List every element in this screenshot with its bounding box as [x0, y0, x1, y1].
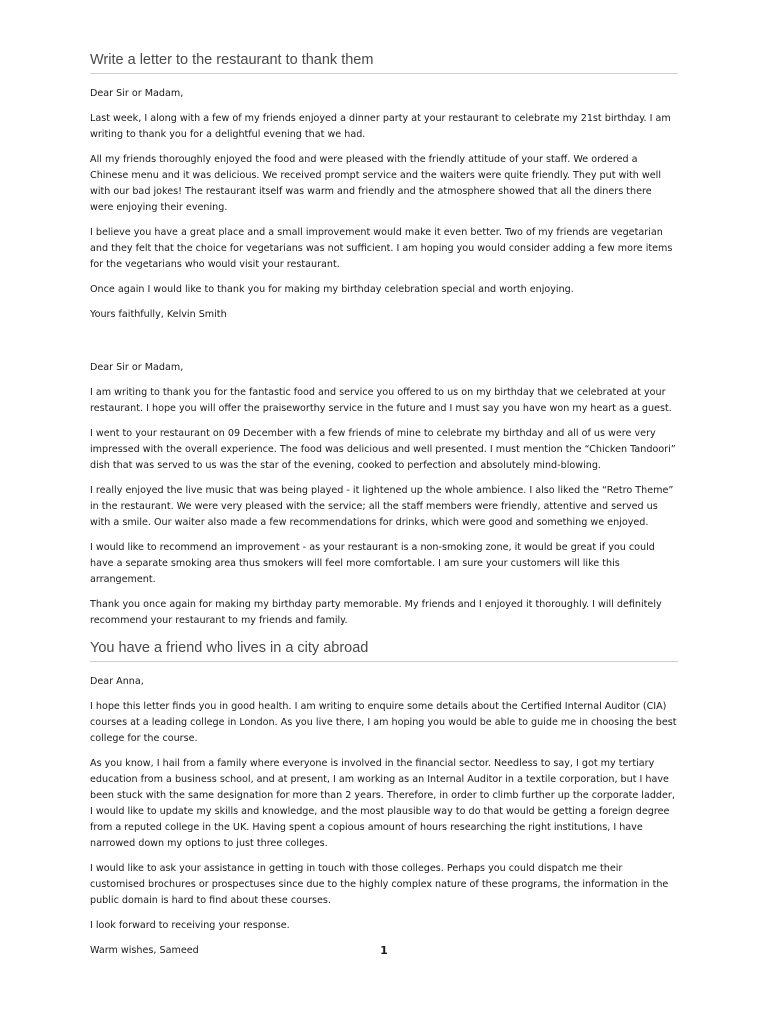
letter-paragraph: I look forward to receiving your response.	[90, 920, 290, 931]
letter-paragraph: I went to your restaurant on 09 December with a few friends of mine to celebrate my birthday and all of us were very impressed with the overall experience. The food was delicious and well presented. I must mention the “Chicken Tandoori” dish that was served to us was the star of the evening, cooked to perfection and absolutely mind-blowing.	[90, 428, 676, 471]
letter-paragraph: I hope this letter finds you in good health. I am writing to enquire some details about the Certified Internal Auditor (CIA) courses at a leading college in London. As you live there, I am hoping you would be able to guide me in choosing the best college for the course.	[90, 701, 677, 744]
letter-signoff: Yours faithfully, Kelvin Smith	[90, 309, 227, 320]
section-heading-thank-restaurant: Write a letter to the restaurant to thank them	[90, 50, 678, 74]
letter-paragraph: Last week, I along with a few of my friends enjoyed a dinner party at your restaurant to celebrate my 21st birthday. I am writing to thank you for a delightful evening that we had.	[90, 113, 671, 140]
page-number: 1	[380, 944, 388, 957]
letter-salutation: Dear Anna,	[90, 676, 144, 687]
letter-paragraph: I would like to ask your assistance in getting in touch with those colleges. Perhaps you could dispatch me their customised brochures or prospectuses since due to the highly complex nature of these programs, the information in the public domain is hard to find about these courses.	[90, 863, 669, 906]
letter-paragraph: Once again I would like to thank you for making my birthday celebration special and worth enjoying.	[90, 284, 574, 295]
letter-paragraph: I am writing to thank you for the fantastic food and service you offered to us on my birthday that we celebrated at your restaurant. I hope you will offer the praiseworthy service in the future and I must say you have won my heart as a guest.	[90, 387, 672, 414]
letter-paragraph: As you know, I hail from a family where everyone is involved in the financial sector. Needless to say, I got my tertiary education from a business school, and at present, I am working as an Internal Auditor in a textile corporation, but I have been stuck with the same designation for more than 2 years. Therefore, in order to climb further up the corporate ladder, I would like to update my skills and knowledge, and the most plausible way to do that would be getting a foreign degree from a reputed college in the UK. Having spent a copious amount of hours researching the right institutions, I have narrowed down my options to just three colleges.	[90, 758, 675, 849]
letter-signoff: Warm wishes, Sameed	[90, 945, 199, 956]
letter-paragraph: Thank you once again for making my birthday party memorable. My friends and I enjoyed it thoroughly. I will definitely recommend your restaurant to my friends and family.	[90, 599, 662, 626]
letter-birthday-thanks	[90, 360, 678, 629]
letter-paragraph: I believe you have a great place and a small improvement would make it even better. Two of my friends are vegetarian and they felt that the choice for vegetarians was not sufficient. I am hoping you would consider adding a few more items for the vegetarians who would visit your restaurant.	[90, 227, 673, 270]
letter-dear-anna	[90, 674, 678, 959]
letter-paragraph: All my friends thoroughly enjoyed the food and were pleased with the friendly attitude of your staff. We ordered a Chinese menu and it was delicious. We received prompt service and the waiters were quite friendly. They put with well with our bad jokes! The restaurant itself was warm and friendly and the atmosphere showed that all the diners there were enjoying their evening.	[90, 154, 662, 213]
letter-paragraph: I really enjoyed the live music that was being played - it lightened up the whole ambience. I also liked the “Retro Theme” in the restaurant. We were very pleased with the service; all the staff members were friendly, attentive and served us with a smile. Our waiter also made a few recommendations for drinks, which were good and something we enjoyed.	[90, 485, 674, 528]
letter-kelvin-smith	[90, 86, 678, 323]
letter-salutation: Dear Sir or Madam,	[90, 362, 184, 373]
document-page	[90, 50, 678, 968]
section-heading-friend-abroad: You have a friend who lives in a city abroad	[90, 638, 678, 662]
letter-salutation: Dear Sir or Madam,	[90, 88, 184, 99]
letter-paragraph: I would like to recommend an improvement - as your restaurant is a non-smoking zone, it would be great if you could have a separate smoking area thus smokers will feel more comfortable. I am sure your customers will like this arrangement.	[90, 542, 655, 585]
